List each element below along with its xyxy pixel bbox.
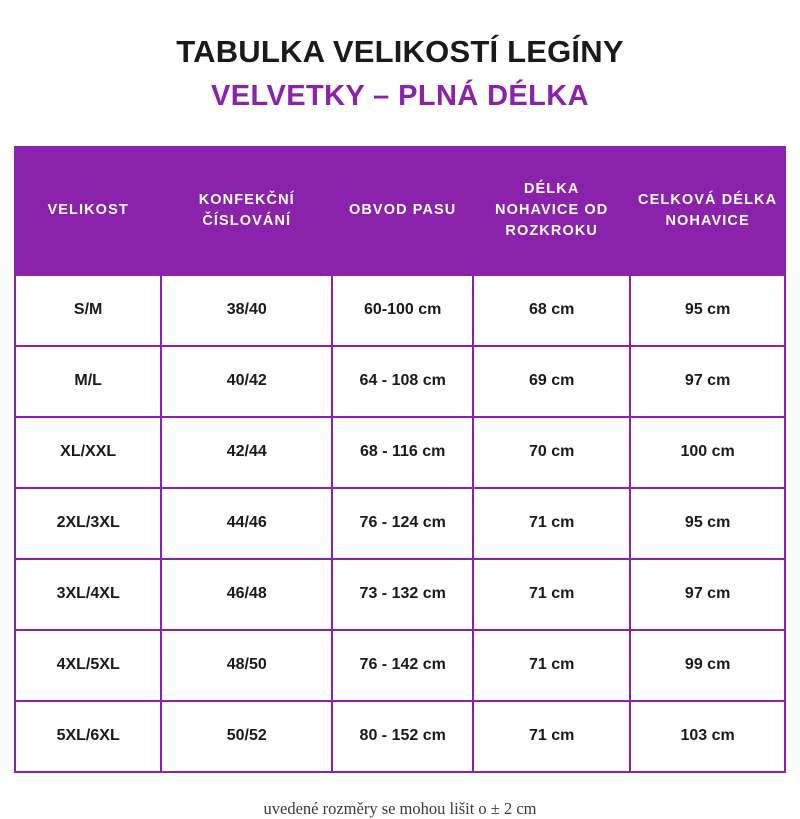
cell-confection: 42/44 [161,417,332,488]
column-header-konfekcni-cislovani: KONFEKČNÍ ČÍSLOVÁNÍ [161,147,332,275]
cell-inseam: 68 cm [473,275,630,346]
cell-confection: 46/48 [161,559,332,630]
cell-size: XL/XXL [15,417,161,488]
table-row [15,275,785,346]
cell-size: 5XL/6XL [15,701,161,772]
cell-inseam: 70 cm [473,417,630,488]
cell-waist: 80 - 152 cm [332,701,473,772]
table-row [15,488,785,559]
table-header [15,147,785,275]
cell-inseam: 71 cm [473,488,630,559]
column-header-obvod-pasu: OBVOD PASU [332,147,473,275]
cell-waist: 76 - 124 cm [332,488,473,559]
cell-inseam: 71 cm [473,559,630,630]
cell-total-length: 95 cm [630,275,785,346]
cell-size: S/M [15,275,161,346]
table-row [15,630,785,701]
cell-waist: 73 - 132 cm [332,559,473,630]
cell-size: M/L [15,346,161,417]
cell-total-length: 97 cm [630,559,785,630]
page-title: TABULKA VELIKOSTÍ LEGÍNY [176,34,624,69]
cell-waist: 68 - 116 cm [332,417,473,488]
cell-size: 4XL/5XL [15,630,161,701]
cell-waist: 60-100 cm [332,275,473,346]
cell-confection: 40/42 [161,346,332,417]
cell-size: 3XL/4XL [15,559,161,630]
table-header-row [15,147,785,275]
cell-total-length: 95 cm [630,488,785,559]
table-row [15,346,785,417]
cell-confection: 44/46 [161,488,332,559]
size-table [14,146,786,773]
table-row [15,559,785,630]
column-header-celkova-delka-nohavice: CELKOVÁ DÉLKA NOHAVICE [630,147,785,275]
page-subtitle: VELVETKY – PLNÁ DÉLKA [211,79,589,112]
cell-total-length: 97 cm [630,346,785,417]
table-body [15,275,785,772]
size-table-container [14,146,786,773]
cell-waist: 76 - 142 cm [332,630,473,701]
column-header-delka-nohavice-od-rozkroku: DÉLKA NOHAVICE OD ROZKROKU [473,147,630,275]
cell-confection: 48/50 [161,630,332,701]
cell-waist: 64 - 108 cm [332,346,473,417]
footnote: uvedené rozměry se mohou lišit o ± 2 cm [263,798,537,818]
cell-total-length: 100 cm [630,417,785,488]
table-row [15,701,785,772]
cell-total-length: 103 cm [630,701,785,772]
cell-inseam: 71 cm [473,630,630,701]
cell-inseam: 69 cm [473,346,630,417]
cell-confection: 38/40 [161,275,332,346]
cell-total-length: 99 cm [630,630,785,701]
cell-confection: 50/52 [161,701,332,772]
table-row [15,417,785,488]
cell-inseam: 71 cm [473,701,630,772]
column-header-velikost: VELIKOST [15,147,161,275]
cell-size: 2XL/3XL [15,488,161,559]
